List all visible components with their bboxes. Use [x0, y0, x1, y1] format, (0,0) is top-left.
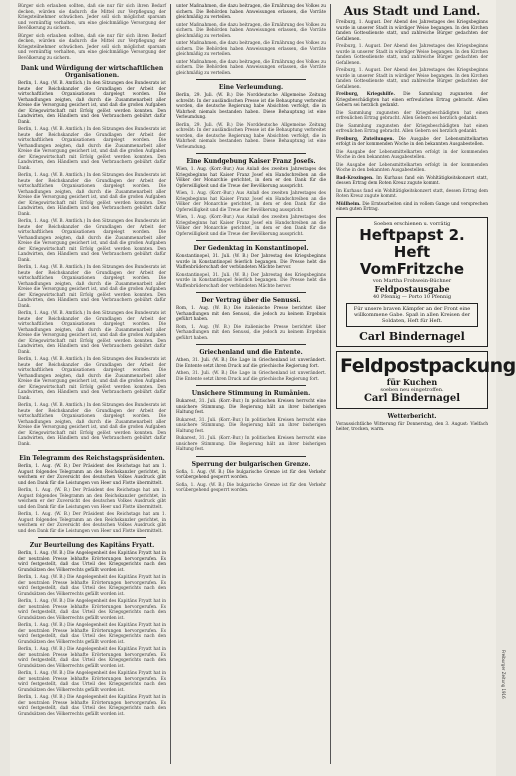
article-text: unter Maßnahmen, die dazu beitragen, die Ernährung des Volkes zu sichern. Die Behörden haben Anweisungen erlassen, die Vorräte gleichmäßig zu verteilen. — [176, 4, 326, 20]
article-text: Rom, 1. Aug. (W. B.) Die italienische Presse berichtet über Verhandlungen mit den Senussi, die jedoch zu keinem Ergebnis geführt haben. — [176, 306, 326, 322]
article-text: Bukarest, 31. Juli. (Korr.-Bur.) In politischen Kreisen herrscht eine unsichere Stimmung. Die Regierung hält an ihrer bisherigen Haltung fest. — [176, 399, 326, 415]
section-rule — [196, 292, 306, 293]
right-column — [336, 4, 516, 435]
article-headline: Unsichere Stimmung in Rumänien. — [191, 390, 311, 397]
article-headline: Zur Beurteilung des Kapitäns Fryatt. — [29, 542, 155, 549]
article-text: Berlin, 1. Aug. (W. B.) Der Präsident des Reichstags hat am 1. August folgendes Telegramm an den Reichskanzler gerichtet, in welchem er der Zuversicht des deutschen Volkes Ausdruck gibt und den Dank für die Leistungen von Heer und Flotte übermittelt. — [18, 512, 166, 534]
article-text: Berlin, 1. Aug. (W. B.) Die Angelegenheit des Kapitäns Fryatt hat in der neutralen Presse lebhafte Erörterungen hervorgerufen. Es wird festgestellt, daß das Urteil des Kriegsgerichts nach den Grundsätzen des Völkerrechts gefällt worden ist. — [18, 623, 166, 645]
section-rule — [196, 344, 306, 345]
ad-seller: Carl Bindernagel — [363, 392, 461, 404]
article-text: Sofia, 1. Aug. (W. B.) Die bulgarische Grenze ist für den Verkehr vorübergehend gesperrt worden. — [176, 469, 326, 480]
article-text: Wien, 1. Aug. (Korr.-Bur.) Aus Anlaß des zweiten Jahrestages des Kriegsbeginns hat Kaiser Franz Josef ein Handschreiben an die Völker der Monarchie gerichtet, in dem er den Dank für die Opferwilligkeit und die Treue der Bevölkerung ausspricht. — [176, 215, 326, 237]
article-text: Im Kurhaus fand ein Wohltätigkeitskonzert statt, dessen Ertrag dem Roten Kreuz zugute kommt. — [336, 188, 488, 199]
section-rule — [196, 153, 306, 154]
middle-column — [176, 4, 326, 496]
article-text: Die Sammlung zugunsten der Kriegsbeschädigten hat einen erfreulichen Ertrag gebracht. Allen Gebern sei herzlich gedankt. — [336, 92, 489, 108]
article-text: Berlin, 1. Aug. (W. B. Amtlich.) In den Sitzungen des Bundesrats ist heute der Reichskanzler die Grundlagen der Arbeit der wirtschaftlichen Organisationen dargelegt worden. Die Verhandlungen zeigten, daß durch die Zusammenarbeit aller Kreise die Versorgung gesichert ist, und daß die großen Aufgaben der Kriegswirtschaft mit Erfolg gelöst werden konnten. Den Landwirten, den Händlern und den Verbrauchern gebührt dafür Dank. — [18, 311, 166, 355]
section-rule — [196, 240, 306, 241]
newspaper-page — [10, 0, 516, 776]
feldpost-advertisement — [336, 351, 516, 409]
article-headline: Dank und Würdigung der wirtschaftlichen Organisationen. — [20, 65, 164, 79]
article-text: Bürger sich erlauben sollten, daß sie nur für sich ihren Bedarf decken, würden sie dadurch die Mittel zur Verpflegung der Kriegsteilnehmer schwächen. Jeder soll sich möglichst sparsam und vernünftig verhalten, um eine gleichmäßige Versorgung der Bevölkerung zu sichern. — [18, 4, 166, 31]
article-text: Berlin, 1. Aug. (W. B.) Die Angelegenheit des Kapitäns Fryatt hat in der neutralen Presse lebhafte Erörterungen hervorgerufen. Es wird festgestellt, daß das Urteil des Kriegsgerichts nach den Grundsätzen des Völkerrechts gefällt worden ist. — [18, 551, 166, 573]
ad-line: für Kuchen — [386, 376, 438, 387]
local-subhead: Müllheim. — [336, 201, 361, 207]
article-text: Die Sammlung zugunsten der Kriegsbeschädigten hat einen erfreulichen Ertrag gebracht. Allen Gebern sei herzlich gedankt. — [336, 110, 488, 121]
section-rule — [196, 79, 306, 80]
local-subhead: Freiburg, Kriegshilfe. — [336, 92, 395, 97]
local-news-masthead: Aus Stadt und Land. — [343, 4, 481, 18]
article-text: Bukarest, 31. Juli. (Korr.-Bur.) In politischen Kreisen herrscht eine unsichere Stimmung. Die Regierung hält an ihrer bisherigen Haltung fest. — [176, 436, 326, 452]
article-text: Berlin, 1. Aug. (W. B. Amtlich.) In den Sitzungen des Bundesrats ist heute der Reichskanzler die Grundlagen der Arbeit der wirtschaftlichen Organisationen dargelegt worden. Die Verhandlungen zeigten, daß durch die Zusammenarbeit aller Kreise die Versorgung gesichert ist, und daß die großen Aufgaben der Kriegswirtschaft mit Erfolg gelöst werden konnten. Den Landwirten, den Händlern und den Verbrauchern gebührt dafür Dank. — [18, 403, 166, 447]
left-column — [18, 4, 166, 719]
article-headline: Der Vertrag über die Senussi. — [201, 297, 301, 304]
ad-description: Für unsere braven Kämpfer an der Front eine willkommene Gabe. Spaß in allen Kreisen der Soldaten, Heft für Heft. — [346, 303, 478, 327]
article-text: Wien, 1. Aug. (Korr.-Bur.) Aus Anlaß des zweiten Jahrestages des Kriegsbeginns hat Kaiser Franz Josef ein Handschreiben an die Völker der Monarchie gerichtet, in dem er den Dank für die Opferwilligkeit und die Treue der Bevölkerung ausspricht. — [176, 191, 326, 213]
article-text: Konstantinopel, 31. Juli. (W. B.) Der Jahrestag des Kriegsbeginns wurde in Konstantinopel feierlich begangen. Die Presse hebt die Waffenbrüderschaft der verbündeten Mächte hervor. — [176, 272, 326, 289]
article-text: Berlin, 1. Aug. (W. B.) Die Angelegenheit des Kapitäns Fryatt hat in der neutralen Presse lebhafte Erörterungen hervorgerufen. Es wird festgestellt, daß das Urteil des Kriegsgerichts nach den Grundsätzen des Völkerrechts gefällt worden ist. — [18, 671, 166, 693]
article-text: Wien, 1. Aug. (Korr.-Bur.) Aus Anlaß des zweiten Jahrestages des Kriegsbeginns hat Kaiser Franz Josef ein Handschreiben an die Völker der Monarchie gerichtet, in dem er den Dank für die Opferwilligkeit und die Treue der Bevölkerung ausspricht. — [176, 167, 326, 189]
article-text: Berlin, 1. Aug. (W. B. Amtlich.) In den Sitzungen des Bundesrats ist heute der Reichskanzler die Grundlagen der Arbeit der wirtschaftlichen Organisationen dargelegt worden. Die Verhandlungen zeigten, daß durch die Zusammenarbeit aller Kreise die Versorgung gesichert ist, und daß die großen Aufgaben der Kriegswirtschaft mit Erfolg gelöst werden konnten. Den Landwirten, den Händlern und den Verbrauchern gebührt dafür Dank. — [18, 265, 166, 309]
article-text: Berlin, 1. Aug. (W. B. Amtlich.) In den Sitzungen des Bundesrats ist heute der Reichskanzler die Grundlagen der Arbeit der wirtschaftlichen Organisationen dargelegt worden. Die Verhandlungen zeigten, daß durch die Zusammenarbeit aller Kreise die Versorgung gesichert ist, und daß die großen Aufgaben der Kriegswirtschaft mit Erfolg gelöst werden konnten. Den Landwirten, den Händlern und den Verbrauchern gebührt dafür Dank. — [18, 173, 166, 217]
article-headline: Sperrung der bulgarischen Grenze. — [191, 460, 311, 468]
article-text: unter Maßnahmen, die dazu beitragen, die Ernährung des Volkes zu sichern. Die Behörden haben Anweisungen erlassen, die Vorräte gleichmäßig zu verteilen. — [176, 59, 326, 76]
section-rule — [38, 450, 146, 451]
article-headline: Griechenland und die Entente. — [199, 349, 303, 356]
article-text: Berlin, 1. Aug. (W. B.) Der Präsident des Reichstags hat am 1. August folgendes Telegramm an den Reichskanzler gerichtet, in welchem er der Zuversicht des deutschen Volkes Ausdruck gibt und den Dank für die Leistungen von Heer und Flotte übermittelt. — [18, 464, 166, 486]
section-rule — [196, 456, 306, 457]
column-divider — [170, 4, 171, 764]
article-text: unter Maßnahmen, die dazu beitragen, die Ernährung des Volkes zu sichern. Die Behörden haben Anweisungen erlassen, die Vorräte gleichmäßig zu verteilen. — [176, 41, 326, 57]
article-text: Sofia, 1. Aug. (W. B.) Die bulgarische Grenze ist für den Verkehr vorübergehend gesperrt worden. — [176, 482, 326, 493]
article-text: Berlin, 1. Aug. (W. B.) Der Präsident des Reichstags hat am 1. August folgendes Telegramm an den Reichskanzler gerichtet, in welchem er der Zuversicht des deutschen Volkes Ausdruck gibt und den Dank für die Leistungen von Heer und Flotte übermittelt. — [18, 488, 166, 510]
article-text: Berlin, 29. Juli. (W. B.) Die Norddeutsche Allgemeine Zeitung schreibt: In der ausländischen Presse ist die Behauptung verbreitet worden, die deutsche Regierung habe Absichten verfolgt, die in Wahrheit niemals bestanden haben. Diese Behauptung ist eine Verleumdung. — [176, 93, 326, 120]
article-text: Die Erntearbeiten sind in vollem Gange und versprechen einen guten Ertrag. — [336, 201, 488, 212]
ad-kicker: Soeben erschienen u. vorrätig — [373, 220, 451, 227]
article-text: Freiburg, 1. August. Der Abend des Jahrestages des Kriegsbeginns wurde in unserer Stadt in würdiger Weise begangen. In den Kirchen fanden Gottesdienste statt, und zahlreiche Bürger gedachten der Gefallenen. — [336, 68, 488, 90]
section-rule — [38, 537, 146, 538]
article-text: unter Maßnahmen, die dazu beitragen, die Ernährung des Volkes zu sichern. Die Behörden haben Anweisungen erlassen, die Vorräte gleichmäßig zu verteilen. — [176, 22, 326, 39]
article-text: Im Kurhaus fand ein Wohltätigkeitskonzert statt, dessen Ertrag dem Roten Kreuz zugute kommt. — [336, 175, 488, 186]
article-text: Bürger sich erlauben sollten, daß sie nur für sich ihren Bedarf decken, würden sie dadurch die Mittel zur Verpflegung der Kriegsteilnehmer schwächen. Jeder soll sich möglichst sparsam und vernünftig verhalten, um eine gleichmäßige Versorgung der Bevölkerung zu sichern. — [18, 33, 166, 61]
article-text: Konstantinopel, 31. Juli. (W. B.) Der Jahrestag des Kriegsbeginns wurde in Konstantinopel feierlich begangen. Die Presse hebt die Waffenbrüderschaft der verbündeten Mächte hervor. — [176, 254, 326, 270]
article-text: Berlin, 1. Aug. (W. B.) Die Angelegenheit des Kapitäns Fryatt hat in der neutralen Presse lebhafte Erörterungen hervorgerufen. Es wird festgestellt, daß das Urteil des Kriegsgerichts nach den Grundsätzen des Völkerrechts gefällt worden ist. — [18, 647, 166, 669]
article-text: Berlin, 1. Aug. (W. B. Amtlich.) In den Sitzungen des Bundesrats ist heute der Reichskanzler die Grundlagen der Arbeit der wirtschaftlichen Organisationen dargelegt worden. Die Verhandlungen zeigten, daß durch die Zusammenarbeit aller Kreise die Versorgung gesichert ist, und daß die großen Aufgaben der Kriegswirtschaft mit Erfolg gelöst werden konnten. Den Landwirten, den Händlern und den Verbrauchern gebührt dafür Dank. — [18, 357, 166, 401]
article-text: Rom, 1. Aug. (W. B.) Die italienische Presse berichtet über Verhandlungen mit den Senussi, die jedoch zu keinem Ergebnis geführt haben. — [176, 324, 326, 341]
article-text: Freiburg, 1. August. Der Abend des Jahrestages des Kriegsbeginns wurde in unserer Stadt in würdiger Weise begangen. In den Kirchen fanden Gottesdienste statt, und zahlreiche Bürger gedachten der Gefallenen. — [336, 20, 488, 42]
article-text: Bukarest, 31. Juli. (Korr.-Bur.) In politischen Kreisen herrscht eine unsichere Stimmung. Die Regierung hält an ihrer bisherigen Haltung fest. — [176, 417, 326, 434]
article-text: Die Sammlung zugunsten der Kriegsbeschädigten hat einen erfreulichen Ertrag gebracht. Allen Gebern sei herzlich gedankt. — [336, 123, 488, 134]
article-text: Freiburg, 1. August. Der Abend des Jahrestages des Kriegsbeginns wurde in unserer Stadt in würdiger Weise begangen. In den Kirchen fanden Gottesdienste statt, und zahlreiche Bürger gedachten der Gefallenen. — [336, 44, 488, 66]
article-text: Berlin, 1. Aug. (W. B. Amtlich.) In den Sitzungen des Bundesrats ist heute der Reichskanzler die Grundlagen der Arbeit der wirtschaftlichen Organisationen dargelegt worden. Die Verhandlungen zeigten, daß durch die Zusammenarbeit aller Kreise die Versorgung gesichert ist, und daß die großen Aufgaben der Kriegswirtschaft mit Erfolg gelöst werden konnten. Den Landwirten, den Händlern und den Verbrauchern gebührt dafür Dank. — [18, 127, 166, 171]
weather-text: Voraussichtliche Witterung für Donnerstag, den 3. August: Vielfach heiter, trocken, warm. — [336, 421, 488, 432]
article-headline: Eine Kundgebung Kaiser Franz Josefs. — [186, 158, 316, 165]
article-headline: Der Gedenktag in Konstantinopel. — [193, 245, 309, 252]
ad-title: Feldpostpackung — [340, 354, 516, 377]
margin-stamp: Freiburger Zeitung 1916 — [501, 650, 506, 699]
ad-price: 40 Pfennig — Porto 10 Pfennig — [372, 293, 452, 300]
ad-seller: Carl Bindernagel — [359, 329, 465, 343]
local-subhead: Bad-Krozingen. — [336, 175, 374, 181]
article-text: Athen, 31. Juli. (W. B.) Die Lage in Griechenland ist unverändert. Die Entente setzt ihren Druck auf die griechische Regierung fort. — [176, 371, 326, 382]
article-text: Berlin, 1. Aug. (W. B. Amtlich.) In den Sitzungen des Bundesrats ist heute der Reichskanzler die Grundlagen der Arbeit der wirtschaftlichen Organisationen dargelegt worden. Die Verhandlungen zeigten, daß durch die Zusammenarbeit aller Kreise die Versorgung gesichert ist, und daß die großen Aufgaben der Kriegswirtschaft mit Erfolg gelöst werden konnten. Den Landwirten, den Händlern und den Verbrauchern gebührt dafür Dank. — [18, 81, 166, 125]
article-text: Die Ausgabe der Lebensmittelkarten erfolgt in der kommenden Woche in den bekannten Ausgabestellen. — [336, 162, 488, 173]
weather-headline: Wetterbericht. — [387, 412, 437, 420]
ad-edition: Feldpostausgabe — [374, 283, 450, 294]
column-divider — [330, 4, 331, 764]
article-text: Die Ausgabe der Lebensmittelkarten erfolgt in der kommenden Woche in den bekannten Ausgabestellen. — [336, 136, 488, 147]
article-text: Athen, 31. Juli. (W. B.) Die Lage in Griechenland ist unverändert. Die Entente setzt ihren Druck auf die griechische Regierung fort. — [176, 358, 326, 369]
local-subhead: Freiburg, Zuteilungen. — [336, 136, 394, 142]
article-text: Berlin, 1. Aug. (W. B.) Die Angelegenheit des Kapitäns Fryatt hat in der neutralen Presse lebhafte Erörterungen hervorgerufen. Es wird festgestellt, daß das Urteil des Kriegsgerichts nach den Grundsätzen des Völkerrechts gefällt worden ist. — [18, 575, 166, 597]
ad-line: soeben neu eingetroffen. — [380, 386, 444, 393]
ad-author: von Martha Frohwein-Büchner — [372, 277, 452, 284]
section-rule — [196, 385, 306, 386]
ad-title: Heftpapst 2. Heft — [359, 225, 465, 261]
article-text: Berlin, 1. Aug. (W. B.) Die Angelegenheit des Kapitäns Fryatt hat in der neutralen Presse lebhafte Erörterungen hervorgerufen. Es wird festgestellt, daß das Urteil des Kriegsgerichts nach den Grundsätzen des Völkerrechts gefällt worden ist. — [18, 695, 166, 717]
article-text: Die Ausgabe der Lebensmittelkarten erfolgt in der kommenden Woche in den bekannten Ausgabestellen. — [336, 149, 488, 160]
article-text: Berlin, 1. Aug. (W. B.) Die Angelegenheit des Kapitäns Fryatt hat in der neutralen Presse lebhafte Erörterungen hervorgerufen. Es wird festgestellt, daß das Urteil des Kriegsgerichts nach den Grundsätzen des Völkerrechts gefällt worden ist. — [18, 599, 166, 621]
article-headline: Eine Verleumdung. — [218, 84, 284, 91]
book-advertisement — [336, 217, 488, 347]
article-text: Berlin, 1. Aug. (W. B. Amtlich.) In den Sitzungen des Bundesrats ist heute der Reichskanzler die Grundlagen der Arbeit der wirtschaftlichen Organisationen dargelegt worden. Die Verhandlungen zeigten, daß durch die Zusammenarbeit aller Kreise die Versorgung gesichert ist, und daß die großen Aufgaben der Kriegswirtschaft mit Erfolg gelöst werden konnten. Den Landwirten, den Händlern und den Verbrauchern gebührt dafür Dank. — [18, 219, 166, 263]
ad-title: VomFritzche — [359, 259, 465, 278]
article-text: Berlin, 29. Juli. (W. B.) Die Norddeutsche Allgemeine Zeitung schreibt: In der ausländischen Presse ist die Behauptung verbreitet worden, die deutsche Regierung habe Absichten verfolgt, die in Wahrheit niemals bestanden haben. Diese Behauptung ist eine Verleumdung. — [176, 122, 326, 150]
article-headline: Ein Telegramm des Reichstagspräsidenten. — [19, 455, 165, 462]
